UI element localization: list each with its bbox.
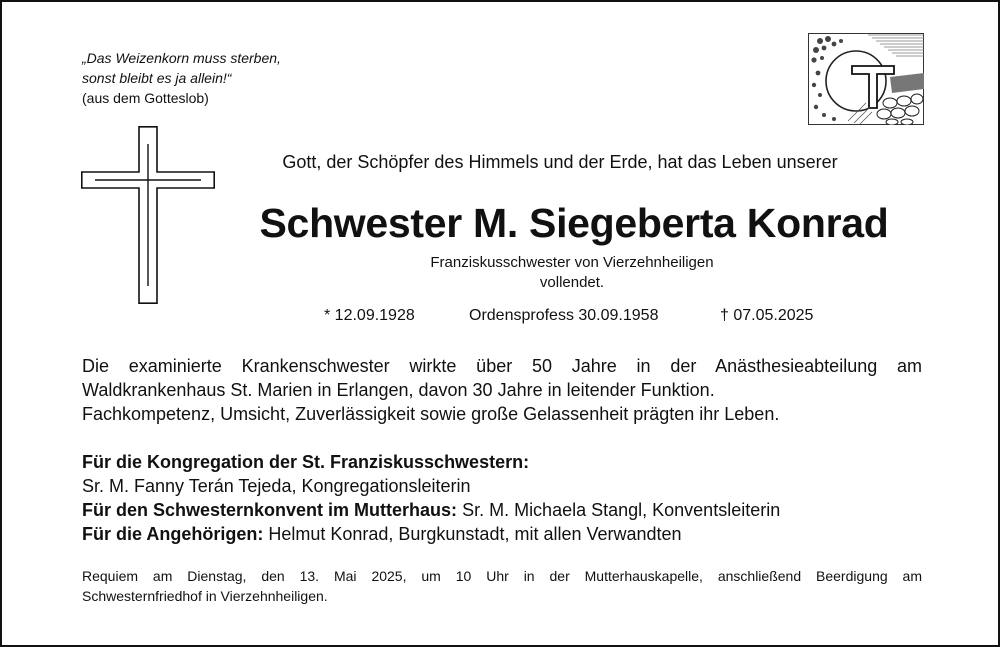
biography — [82, 354, 922, 426]
bio-line-3: Fachkompetenz, Umsicht, Zuverlässigkeit sowie große Gelassenheit prägten ihr Leben. — [82, 404, 780, 424]
deceased-name: Schwester M. Siegeberta Konrad — [259, 200, 889, 246]
convent-line — [82, 498, 922, 522]
requiem-line-2: Schwesternfriedhof in Vierzehnheiligen. — [82, 588, 328, 604]
requiem-line-1: Requiem am Dienstag, den 13. Mai 2025, um 10 Uhr in der Mutterhauskapelle, anschließend Beerdigung am — [82, 568, 922, 584]
order-status: vollendet. — [539, 274, 605, 291]
convent-label: Für den Schwesternkonvent im Mutterhaus: — [82, 500, 458, 520]
cross-icon — [81, 126, 215, 304]
franciscan-sun-logo — [808, 33, 924, 125]
order-info — [302, 253, 842, 293]
death-date: † 07.05.2025 — [720, 307, 814, 324]
quote-line-2: sonst bleibt es ja allein!“ — [82, 70, 232, 86]
convent-name: Sr. M. Michaela Stangl, Konventsleiterin — [457, 500, 781, 520]
requiem-info — [82, 566, 922, 606]
congregation-name-line — [82, 474, 922, 498]
profession-date: Ordensprofess 30.09.1958 — [469, 307, 659, 324]
congregation-line — [82, 450, 922, 474]
birth-date: * 12.09.1928 — [324, 307, 415, 324]
family-label: Für die Angehörigen: — [82, 524, 264, 544]
family-name: Helmut Konrad, Burgkunstadt, mit allen Verwandten — [263, 524, 682, 544]
family-line — [82, 522, 922, 546]
congregation-name: Sr. M. Fanny Terán Tejeda, Kongregationsleiterin — [82, 476, 471, 496]
intro-text: Gott, der Schöpfer des Himmels und der Erde, hat das Leben unserer — [282, 152, 838, 172]
quote-source: (aus dem Gotteslob) — [82, 90, 209, 106]
quote-block — [82, 48, 281, 108]
bio-line-1: Die examinierte Krankenschwester wirkte über 50 Jahre in der Anästhesieabteilung am — [82, 356, 922, 376]
congregation-label: Für die Kongregation der St. Franziskusschwestern: — [82, 452, 530, 472]
bio-line-2: Waldkrankenhaus St. Marien in Erlangen, davon 30 Jahre in leitender Funktion. — [82, 380, 715, 400]
signatories — [82, 450, 922, 546]
order-name: Franziskusschwester von Vierzehnheiligen — [430, 254, 714, 271]
quote-line-1: „Das Weizenkorn muss sterben, — [82, 50, 281, 66]
